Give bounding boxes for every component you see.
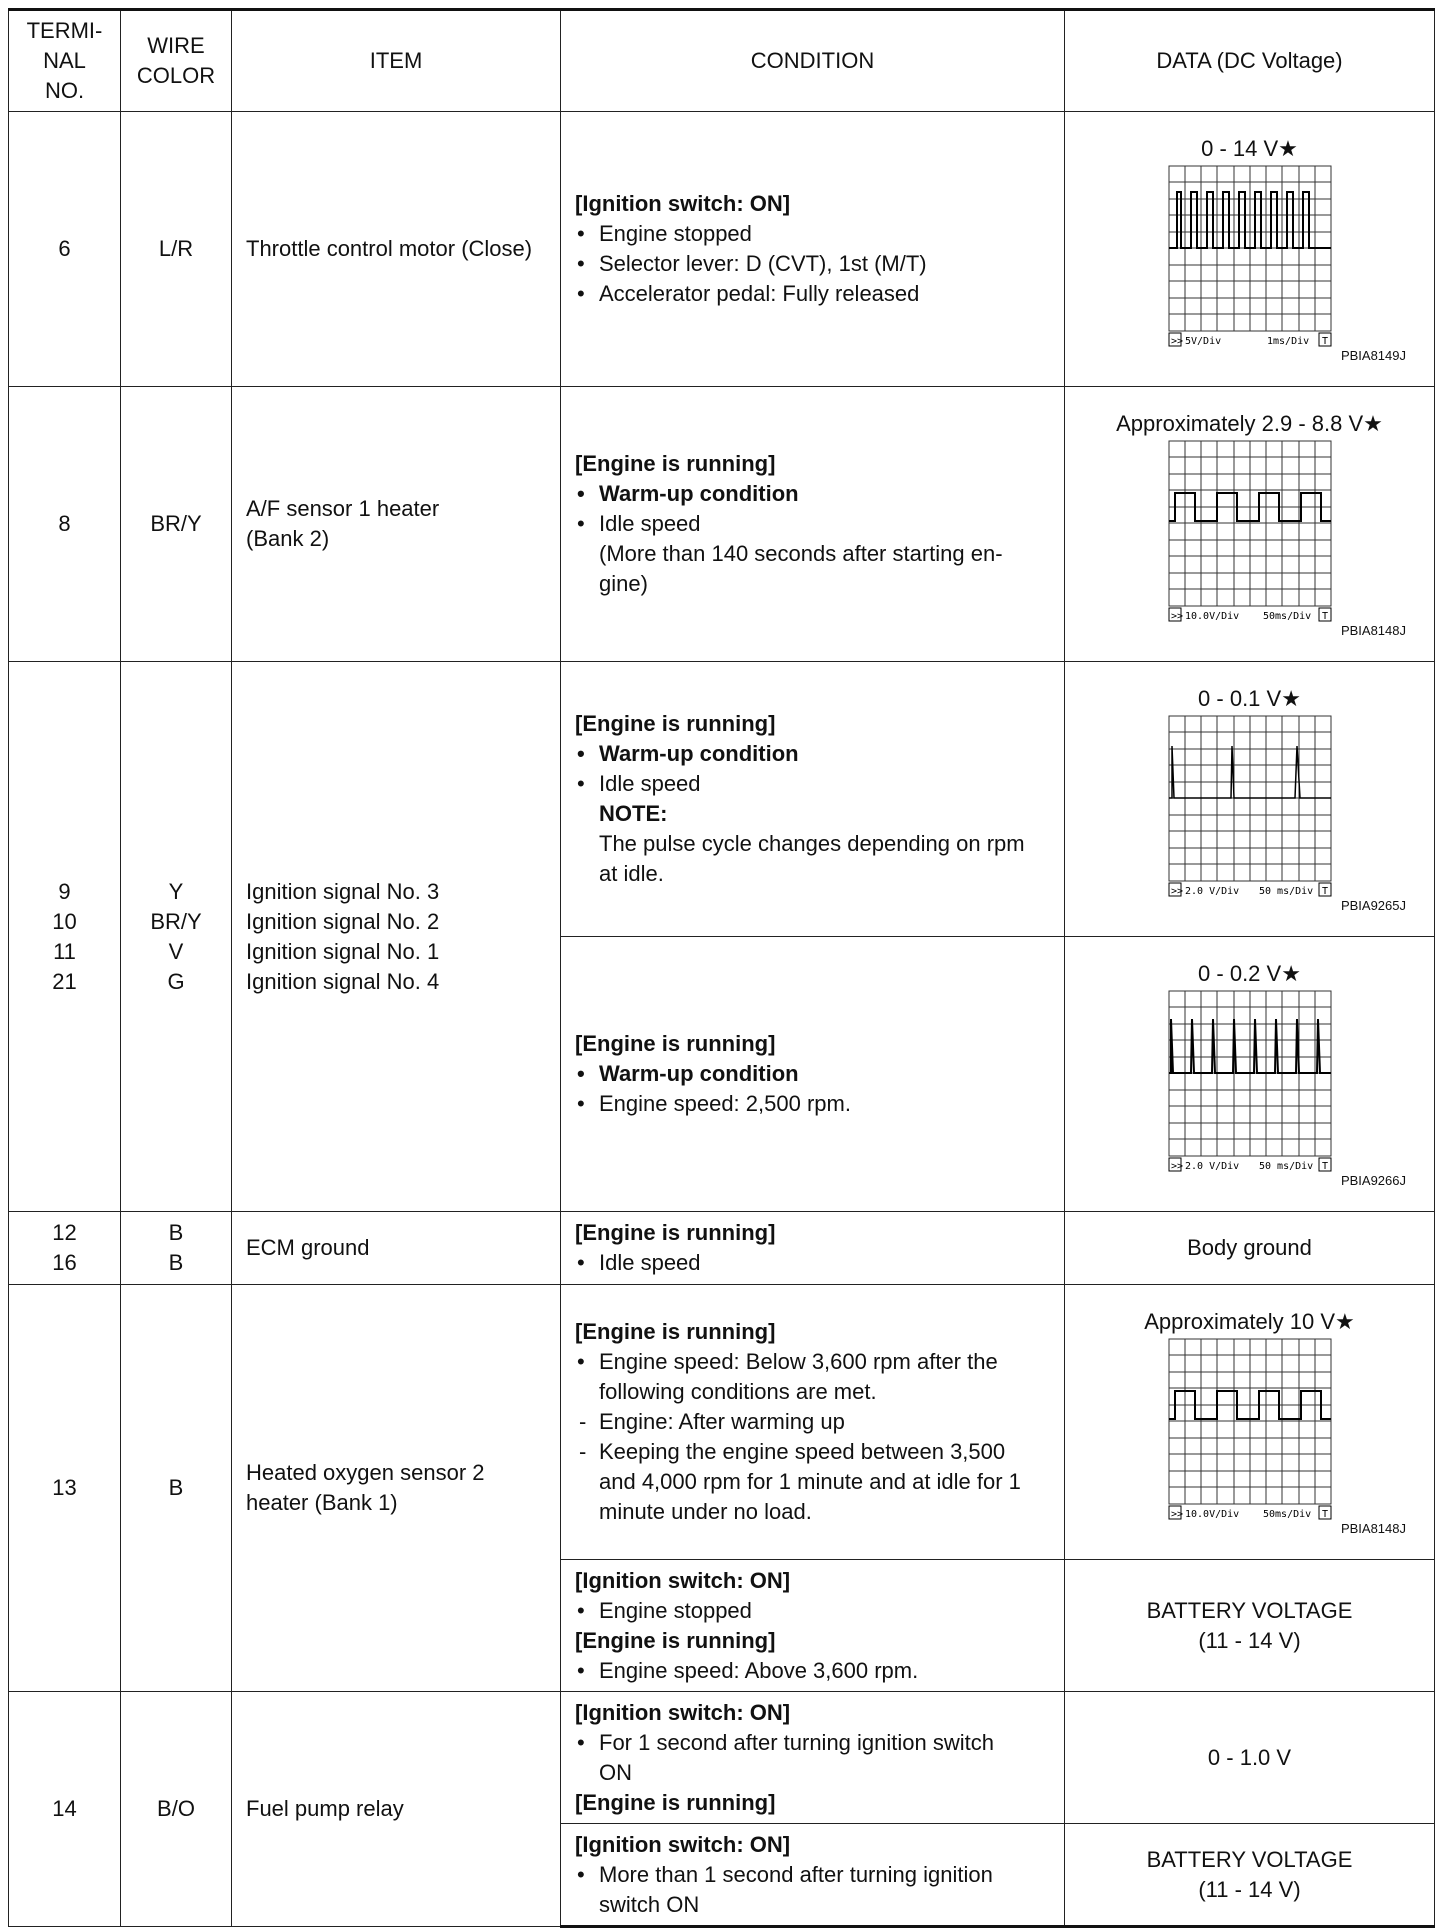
svg-text:T: T: [1321, 336, 1328, 347]
condition-cell: [Ignition switch: ON] • More than 1 second after turning ignition switch ON: [561, 1824, 1065, 1927]
svg-text:T: T: [1321, 886, 1328, 897]
star-icon: ★: [1363, 411, 1383, 436]
table-row-terminal-6: [9, 112, 1435, 387]
data-cell: Approximately 10 V★ >> 10.0V/Div 50ms/Div T PBIA8148J: [1065, 1285, 1435, 1560]
data-cell: BATTERY VOLTAGE (11 - 14 V): [1065, 1824, 1435, 1927]
oscilloscope-waveform: [1167, 1337, 1333, 1521]
oscilloscope-waveform: [1167, 989, 1333, 1173]
table-row-terminal-8: [9, 387, 1435, 662]
header-row: [9, 10, 1435, 112]
oscilloscope-waveform: [1167, 439, 1333, 623]
condition-cell: [Ignition switch: ON] • For 1 second after turning ignition switch ON [Engine is running]: [561, 1692, 1065, 1824]
svg-text:2.0 V/Div: 2.0 V/Div: [1184, 1161, 1239, 1172]
condition-cell: [Engine is running] • Warm-up condition • Engine speed: 2,500 rpm.: [561, 937, 1065, 1212]
terminal-number: 12 16: [9, 1212, 121, 1285]
item-name: Fuel pump relay: [232, 1692, 561, 1927]
table-row-terminal-12-16: [9, 1212, 1435, 1285]
item-name: Throttle control motor (Close): [232, 112, 561, 387]
header-data: DATA (DC Voltage): [1065, 10, 1435, 112]
table-row-terminal-14-a: [9, 1692, 1435, 1824]
item-name: Heated oxygen sensor 2 heater (Bank 1): [232, 1285, 561, 1692]
item-name: A/F sensor 1 heater (Bank 2): [232, 387, 561, 662]
condition-cell: [Ignition switch: ON] • Engine stopped [Engine is running] • Engine speed: Above 3,600 rpm.: [561, 1560, 1065, 1692]
svg-text:>>: >>: [1170, 1509, 1183, 1520]
wire-color: B B: [121, 1212, 232, 1285]
condition-cell: [Engine is running] • Warm-up condition • Idle speed NOTE: The pulse cycle changes depending on rpm at idle.: [561, 662, 1065, 937]
item-name: Ignition signal No. 3 Ignition signal No. 2 Ignition signal No. 1 Ignition signal No. 4: [232, 662, 561, 1212]
data-cell: 0 - 14 V★ >> 5V/Div 1ms/Div T PBIA8149J: [1065, 112, 1435, 387]
star-icon: ★: [1278, 136, 1298, 161]
svg-text:50 ms/Div: 50 ms/Div: [1258, 886, 1313, 897]
svg-text:>>: >>: [1170, 611, 1183, 622]
condition-cell: [Engine is running] • Idle speed: [561, 1212, 1065, 1285]
svg-text:2.0 V/Div: 2.0 V/Div: [1184, 886, 1239, 897]
oscilloscope-waveform: [1167, 164, 1333, 348]
table-row-ignition-signal-a: [9, 662, 1435, 937]
svg-text:>>: >>: [1170, 1161, 1183, 1172]
data-cell: 0 - 0.1 V★ >> 2.0 V/Div 50 ms/Div T PBIA9265J: [1065, 662, 1435, 937]
data-cell: Approximately 2.9 - 8.8 V★ >> 10.0V/Div 50ms/Div T PBIA8148J: [1065, 387, 1435, 662]
svg-text:10.0V/Div: 10.0V/Div: [1184, 611, 1239, 622]
header-condition: CONDITION: [561, 10, 1065, 112]
svg-text:T: T: [1321, 1509, 1328, 1520]
svg-text:10.0V/Div: 10.0V/Div: [1184, 1509, 1239, 1520]
star-icon: ★: [1281, 961, 1301, 986]
data-cell: 0 - 1.0 V: [1065, 1692, 1435, 1824]
svg-text:50ms/Div: 50ms/Div: [1262, 1509, 1311, 1520]
wire-color: B/O: [121, 1692, 232, 1927]
table-row-terminal-13-a: [9, 1285, 1435, 1560]
svg-text:>>: >>: [1170, 886, 1183, 897]
terminal-number: 9 10 11 21: [9, 662, 121, 1212]
item-name: ECM ground: [232, 1212, 561, 1285]
terminal-number: 13: [9, 1285, 121, 1692]
condition-cell: [Engine is running] • Warm-up condition • Idle speed (More than 140 seconds after starting en- gine): [561, 387, 1065, 662]
svg-text:5V/Div: 5V/Div: [1184, 336, 1221, 347]
figure-code: PBIA9265J: [1340, 898, 1406, 913]
svg-text:50 ms/Div: 50 ms/Div: [1258, 1161, 1313, 1172]
wire-color: BR/Y: [121, 387, 232, 662]
condition-cell: [Engine is running] • Engine speed: Below 3,600 rpm after the following conditions are met. - Engine: After warming up - Keeping the engine speed between 3,500 and 4,000 rpm for 1 minute and at idle for 1 minute under no load.: [561, 1285, 1065, 1560]
condition-cell: [Ignition switch: ON] • Engine stopped • Selector lever: D (CVT), 1st (M/T) • Accelerator pedal: Fully released: [561, 112, 1065, 387]
terminal-number: 6: [9, 112, 121, 387]
terminal-number: 14: [9, 1692, 121, 1927]
data-cell: BATTERY VOLTAGE (11 - 14 V): [1065, 1560, 1435, 1692]
ecm-terminal-table: [8, 8, 1435, 1928]
svg-text:>>: >>: [1170, 336, 1183, 347]
header-terminal: TERMI- NAL NO.: [9, 10, 121, 112]
figure-code: PBIA8149J: [1340, 348, 1406, 363]
star-icon: ★: [1335, 1309, 1355, 1334]
figure-code: PBIA8148J: [1340, 623, 1406, 638]
svg-text:1ms/Div: 1ms/Div: [1266, 336, 1309, 347]
figure-code: PBIA9266J: [1340, 1173, 1406, 1188]
svg-text:T: T: [1321, 1161, 1328, 1172]
oscilloscope-waveform: [1167, 714, 1333, 898]
data-cell: 0 - 0.2 V★ >> 2.0 V/Div 50 ms/Div T PBIA9266J: [1065, 937, 1435, 1212]
svg-text:T: T: [1321, 611, 1328, 622]
header-item: ITEM: [232, 10, 561, 112]
svg-text:50ms/Div: 50ms/Div: [1262, 611, 1311, 622]
data-cell: Body ground: [1065, 1212, 1435, 1285]
wire-color: Y BR/Y V G: [121, 662, 232, 1212]
wire-color: B: [121, 1285, 232, 1692]
terminal-number: 8: [9, 387, 121, 662]
star-icon: ★: [1281, 686, 1301, 711]
wire-color: L/R: [121, 112, 232, 387]
figure-code: PBIA8148J: [1340, 1521, 1406, 1536]
header-wire-color: WIRE COLOR: [121, 10, 232, 112]
